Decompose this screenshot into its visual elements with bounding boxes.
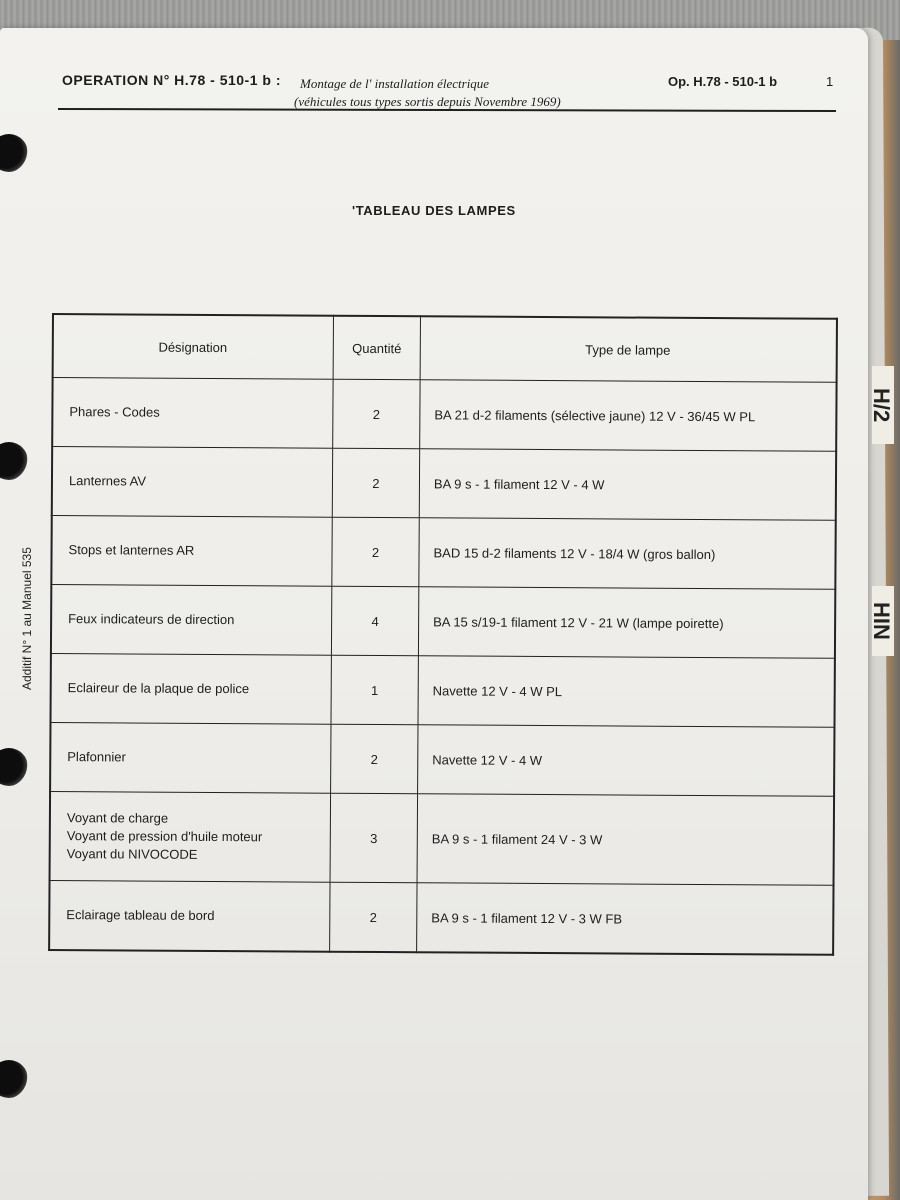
cell-designation: Eclairage tableau de bord	[49, 880, 330, 951]
index-tab: H/2	[872, 366, 894, 444]
cell-type: BA 15 s/19-1 filament 12 V - 21 W (lampe poirette)	[418, 587, 835, 659]
page-number: 1	[826, 74, 834, 89]
operation-subtitle: (véhicules tous types sortis depuis Novembre 1969)	[294, 94, 561, 109]
cell-quantite: 1	[331, 655, 418, 725]
side-note: Additif N° 1 au Manuel 535	[20, 547, 34, 690]
cell-designation: Phares - Codes	[52, 378, 333, 449]
cell-quantite: 2	[332, 517, 419, 587]
cell-quantite: 2	[330, 882, 417, 952]
cell-type: BA 9 s - 1 filament 24 V - 3 W	[417, 794, 834, 886]
binder-hole	[0, 134, 28, 172]
column-header-type: Type de lampe	[420, 316, 837, 382]
cell-type: Navette 12 V - 4 W	[418, 725, 835, 797]
table-row	[52, 447, 836, 521]
table-row	[50, 791, 835, 885]
operation-label: OPERATION N° H.78 - 510-1 b :	[62, 72, 281, 88]
table-row	[51, 585, 835, 659]
table-header-row	[53, 314, 837, 382]
cell-designation: Plafonnier	[50, 722, 331, 793]
cell-designation: Eclaireur de la plaque de police	[50, 653, 331, 724]
table-row	[50, 722, 834, 796]
cell-quantite: 4	[331, 586, 418, 656]
cell-designation: Lanternes AV	[52, 447, 333, 518]
cell-designation: Voyant de charge Voyant de pression d'huile moteur Voyant du NIVOCODE	[50, 791, 331, 882]
cell-type: BAD 15 d-2 filaments 12 V - 18/4 W (gros ballon)	[419, 518, 836, 590]
cell-quantite: 3	[330, 793, 418, 883]
operation-reference: Op. H.78 - 510-1 b	[668, 74, 778, 89]
table-row	[49, 880, 833, 954]
table-row	[51, 516, 835, 590]
cell-type: Navette 12 V - 4 W PL	[418, 656, 835, 728]
binder-hole	[0, 748, 28, 786]
table-row	[52, 378, 836, 452]
cell-designation: Feux indicateurs de direction	[51, 585, 332, 656]
binder-hole	[0, 442, 28, 480]
binder-hole	[0, 1060, 28, 1098]
column-header-quantite: Quantité	[333, 316, 420, 380]
operation-title: Montage de l' installation électrique	[300, 76, 490, 91]
cell-designation: Stops et lanternes AR	[51, 516, 332, 587]
table-title: 'TABLEAU DES LAMPES	[352, 203, 516, 218]
index-tab: HIN	[872, 586, 894, 656]
cell-quantite: 2	[333, 379, 420, 449]
cell-type: BA 9 s - 1 filament 12 V - 3 W FB	[417, 883, 834, 955]
column-header-designation: Désignation	[53, 314, 334, 379]
lamps-table	[48, 313, 838, 956]
cell-quantite: 2	[331, 724, 418, 794]
cell-type: BA 21 d-2 filaments (sélective jaune) 12 V - 36/45 W PL	[420, 380, 837, 452]
cell-type: BA 9 s - 1 filament 12 V - 4 W	[419, 449, 836, 521]
cell-quantite: 2	[332, 448, 419, 518]
table-row	[50, 653, 834, 727]
